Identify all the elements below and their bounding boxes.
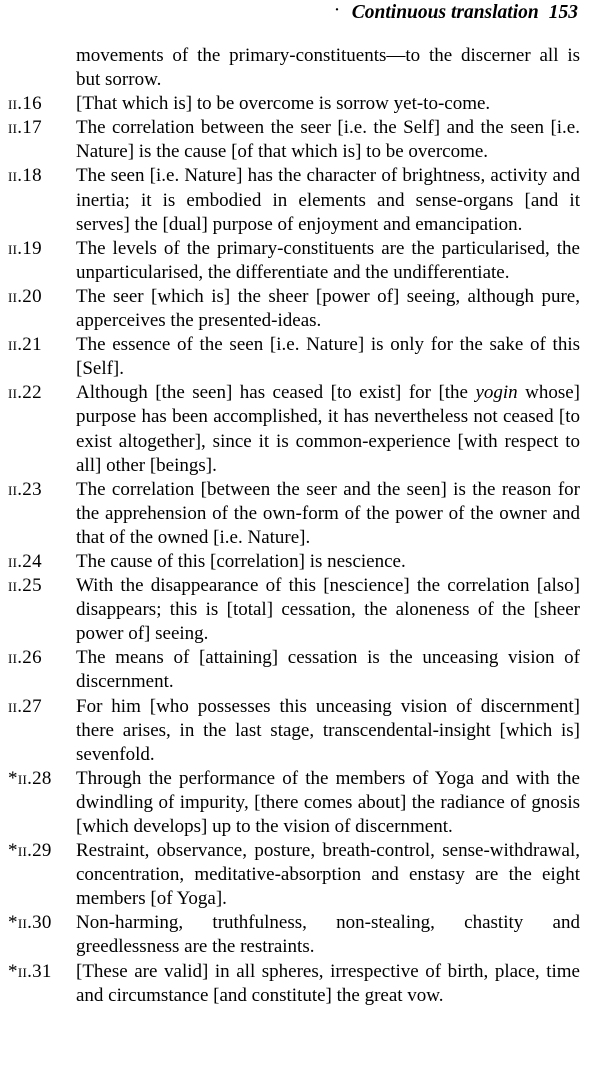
sutra-number: ii.24 xyxy=(8,550,42,572)
sutra-entry xyxy=(8,285,580,333)
sutra-text: [That which is] to be overcome is sorrow yet-to-come. xyxy=(76,93,491,115)
sutra-entry xyxy=(8,574,580,646)
running-head xyxy=(333,0,578,24)
sutra-number xyxy=(8,839,76,863)
sutra-entry xyxy=(8,695,580,767)
sutra-text: The correlation [between the seer and the seen] is the reason for the apprehension of the own-form of the power of the owner and that of the owned [i.e. Nature]. xyxy=(76,478,580,548)
sutra-text: The seen [i.e. Nature] has the character of brightness, activity and inertia; it is embodied in elements and sense-organs [and it serves] the [dual] purpose of enjoyment and emancipation. xyxy=(76,165,580,235)
sutra-number-text: ii.31 xyxy=(17,960,52,982)
sutra-number-text: ii.30 xyxy=(17,912,52,934)
sutra-number xyxy=(8,960,76,984)
sutra-text: movements of the primary-constituents—to the discerner all is but sorrow. xyxy=(76,45,580,91)
sutra-text: Through the performance of the members of Yoga and with the dwindling of impurity, [there comes about] the radiance of gnosis [which develops] up to the vision of discernment. xyxy=(76,767,580,837)
sutra-entry xyxy=(8,333,580,381)
stray-mark: · xyxy=(333,0,341,21)
sutra-number: ii.17 xyxy=(8,117,42,139)
sutra-text: With the disappearance of this [nescience] the correlation [also] disappears; this is [total] cessation, the aloneness of the [sheer power of] seeing. xyxy=(76,575,580,645)
sutra-text: The levels of the primary-constituents are the particularised, the unparticularised, the differentiate and the undifferentiate. xyxy=(76,237,580,283)
sutra-entry xyxy=(8,116,580,164)
sutra-entry-starred xyxy=(8,767,580,839)
running-head-title: Continuous translation xyxy=(351,2,539,23)
sutra-text: Non-harming, truthfulness, non-stealing, chastity and greedlessness are the restraints. xyxy=(76,912,580,958)
sutra-text: Restraint, observance, posture, breath-control, sense-withdrawal, concentration, meditative-absorption and enstasy are the eight members [of Yoga]. xyxy=(76,840,580,910)
sutra-text: The cause of this [correlation] is nescience. xyxy=(76,550,406,572)
sutra-entry xyxy=(8,478,580,550)
sutra-number: ii.23 xyxy=(8,478,42,500)
sutra-entry-starred xyxy=(8,960,580,1008)
sutra-text: The correlation between the seer [i.e. the Self] and the seen [i.e. Nature] is the cause [of that which is] to be overcome. xyxy=(76,117,580,163)
sutra-number: ii.25 xyxy=(8,575,42,597)
sutra-entry-starred xyxy=(8,911,580,959)
sutra-text: The seer [which is] the sheer [power of] seeing, although pure, apperceives the presented-ideas. xyxy=(76,285,580,332)
star-marker: * xyxy=(8,840,18,862)
star-marker: * xyxy=(8,912,18,934)
sutra-entry xyxy=(8,550,580,574)
sutra-entry xyxy=(8,164,580,236)
sutra-number: ii.22 xyxy=(8,382,42,404)
sutra-entry xyxy=(8,381,580,477)
sutra-text: [These are valid] in all spheres, irrespective of birth, place, time and circumstance [and constitute] the great vow. xyxy=(76,960,580,1006)
sutra-entry-starred xyxy=(8,839,580,911)
star-marker: * xyxy=(8,960,18,982)
sutra-number: ii.27 xyxy=(8,695,42,717)
sutra-entry xyxy=(8,237,580,285)
sutra-number: ii.19 xyxy=(8,237,42,259)
sutra-text: The essence of the seen [i.e. Nature] is only for the sake of this [Self]. xyxy=(76,334,580,380)
sutra-entry xyxy=(8,646,580,694)
translation-body xyxy=(8,44,580,1008)
sutra-number: ii.21 xyxy=(8,334,42,356)
sutra-number: ii.20 xyxy=(8,285,42,307)
sutra-number-text: ii.28 xyxy=(17,767,52,789)
sutra-entry xyxy=(8,92,580,116)
page-number: 153 xyxy=(548,2,578,23)
sutra-text xyxy=(76,381,580,477)
sutra-text: The means of [attaining] cessation is the unceasing vision of discernment. xyxy=(76,647,580,693)
sutra-text-part: whose] purpose has been accomplished, it has nevertheless not ceased [to exist altogether], since it is common-experience [with respect to all] other [beings]. xyxy=(76,382,580,476)
sutra-text-italic: yogin xyxy=(475,382,518,404)
sutra-number: ii.16 xyxy=(8,93,42,115)
sutra-text-part: Although [the seen] has ceased [to exist] for [the xyxy=(76,382,476,404)
sutra-number-text: ii.29 xyxy=(17,840,52,862)
sutra-number xyxy=(8,767,76,791)
sutra-entry-continuation xyxy=(8,44,580,92)
star-marker: * xyxy=(8,767,18,789)
sutra-text: For him [who possesses this unceasing vision of discernment] there arises, in the last stage, transcendental-insight [which is] sevenfold. xyxy=(76,695,580,765)
sutra-number xyxy=(8,911,76,935)
sutra-number: ii.18 xyxy=(8,165,42,187)
sutra-number: ii.26 xyxy=(8,647,42,669)
